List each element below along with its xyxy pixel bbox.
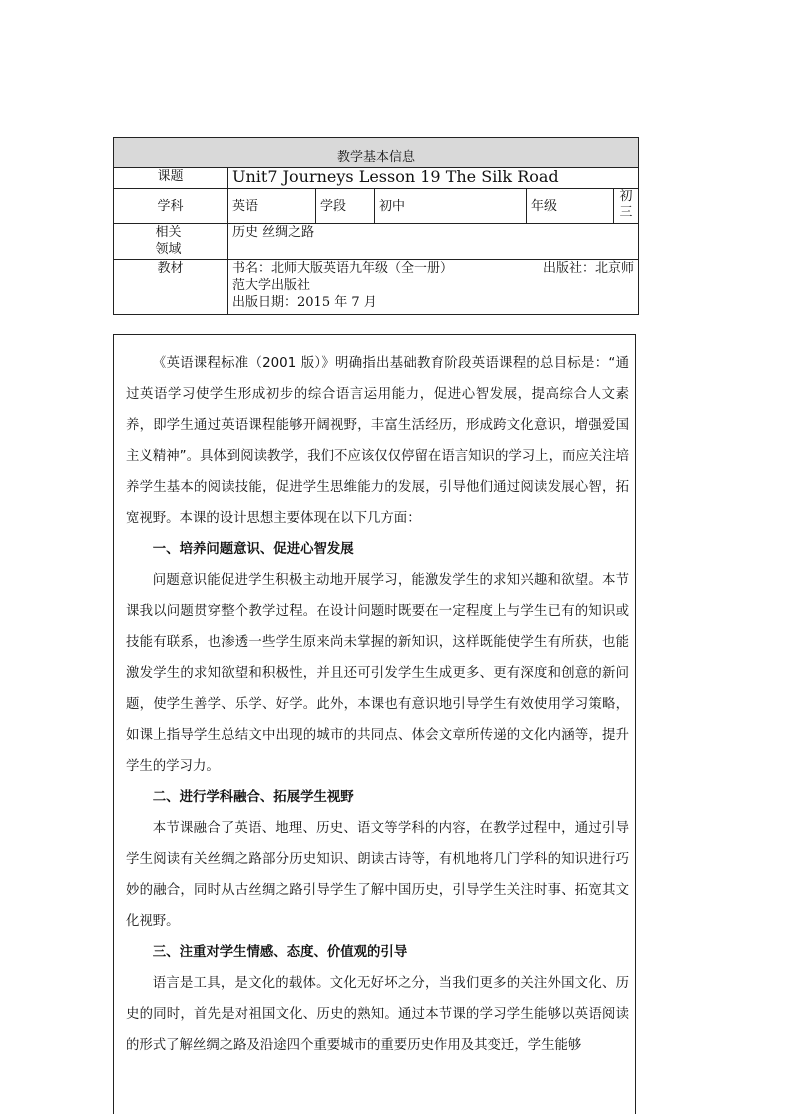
- topic-value: Unit7 Journeys Lesson 19 The Silk Road: [228, 168, 639, 189]
- section-paragraph-2: 本节课融合了英语、地理、历史、语文等学科的内容，在教学过程中，通过引导学生阅读有关丝绸之路部分历史知识、朗读古诗等，有机地将几门学科的知识进行巧妙的融合，同时从古丝绸之路引导学生了解中国历史，引导学生关注时事、拓宽其文化视野。: [126, 821, 629, 929]
- publisher-cont: 范大学出版社: [232, 278, 311, 293]
- book-name: 书名：北师大版英语九年级（全一册）: [232, 261, 454, 276]
- topic-label: 课题: [114, 168, 228, 189]
- subject-value: 英语: [228, 189, 316, 224]
- material-value: [228, 260, 639, 315]
- related-row: [114, 224, 639, 260]
- topic-row: [114, 168, 639, 189]
- related-label: [114, 224, 228, 260]
- stage-label: 学段: [316, 189, 375, 224]
- material-row: [114, 260, 639, 315]
- subject-row: [114, 189, 639, 224]
- stage-value: 初中: [375, 189, 527, 224]
- related-label-text: 相关领域: [155, 225, 182, 257]
- table-header-row: [114, 138, 639, 168]
- related-value: 历史 丝绸之路: [228, 224, 639, 260]
- design-content-box: [113, 334, 636, 1114]
- section-heading-2: 二、进行学科融合、拓展学生视野: [152, 790, 354, 805]
- book-line: [232, 260, 634, 277]
- grade-value: 初三: [614, 189, 639, 224]
- grade-label: 年级: [527, 189, 614, 224]
- intro-paragraph: 《英语课程标准（2001 版）》明确指出基础教育阶段英语课程的总目标是：“通过英语学习使学生形成初步的综合语言运用能力，促进心智发展，提高综合人文素养，即学生通过英语课程能够开阔视野，丰富生活经历，形成跨文化意识，增强爱国主义精神”。具体到阅读教学，我们不应该仅仅停留在语言知识的学习上，而应关注培养学生基本的阅读技能，促进学生思维能力的发展，引导他们通过阅读发展心智，拓宽视野。本课的设计思想主要体现在以下几方面：: [126, 356, 629, 526]
- section-heading-3: 三、注重对学生情感、态度、价值观的引导: [152, 945, 408, 960]
- material-label: 教材: [114, 260, 228, 315]
- section-heading-1: 一、培养问题意识、促进心智发展: [152, 542, 354, 557]
- publish-date: 出版日期：2015 年 7 月: [232, 295, 377, 310]
- subject-label: 学科: [114, 189, 228, 224]
- section-paragraph-3: 语言是工具，是文化的载体。文化无好坏之分，当我们更多的关注外国文化、历史的同时，首先是对祖国文化、历史的熟知。通过本节课的学习学生能够以英语阅读的形式了解丝绸之路及沿途四个重要城市的重要历史作用及其变迁，学生能够: [126, 976, 629, 1053]
- basic-info-table: [113, 137, 639, 315]
- table-header: 教学基本信息: [114, 138, 639, 168]
- section-paragraph-1: 问题意识能促进学生积极主动地开展学习，能激发学生的求知兴趣和欲望。本节课我以问题贯穿整个教学过程。在设计问题时既要在一定程度上与学生已有的知识或技能有联系，也渗透一些学生原来尚未掌握的新知识，这样既能使学生有所获，也能激发学生的求知欲望和积极性，并且还可引发学生生成更多、更有深度和创意的新问题，使学生善学、乐学、好学。此外，本课也有意识地引导学生有效使用学习策略，如课上指导学生总结文中出现的城市的共同点、体会文章所传递的文化内涵等，提升学生的学习力。: [126, 573, 629, 774]
- publisher: 出版社：北京师: [543, 261, 635, 276]
